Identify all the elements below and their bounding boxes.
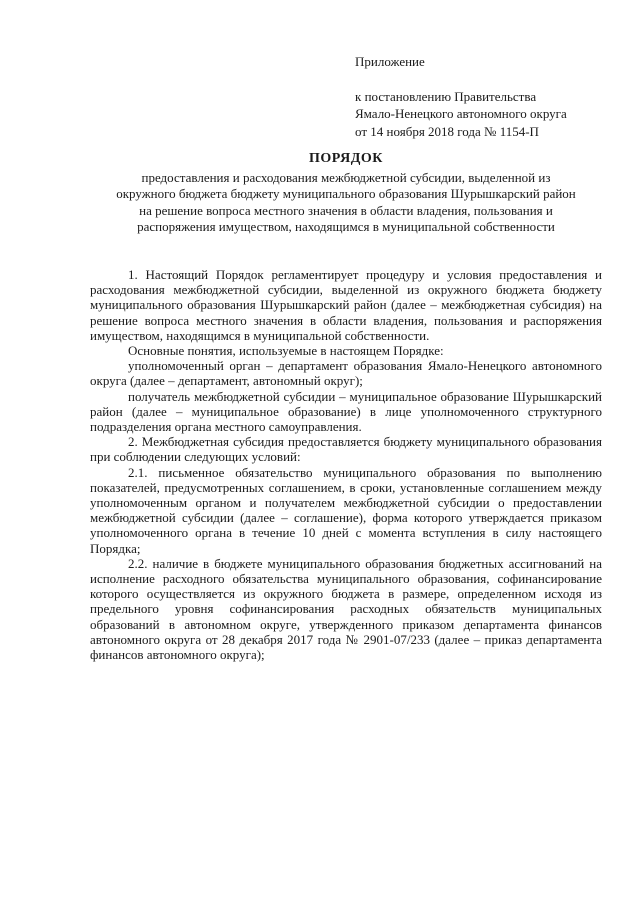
paragraph: Основные понятия, используемые в настоящем Порядке: [128, 343, 444, 359]
appendix-block [355, 53, 625, 140]
document-subtitle: предоставления и расходования межбюджетной субсидии, выделенной из окружного бюджета бюджету муниципального образования Шурышкарский район на решение вопроса местного значения в области владения, пользования и распоряжения имуществом, находящимся в муниципальной собственности [116, 170, 576, 235]
appendix-line: от 14 ноября 2018 года № 1154-П [355, 123, 539, 139]
appendix-line: к постановлению Правительства [355, 88, 537, 104]
appendix-line: Ямало-Ненецкого автономного округа [355, 106, 567, 121]
paragraph: уполномоченный орган – департамент образования Ямало-Ненецкого автономного округа (далее – департамент, автономный округ); [90, 358, 602, 389]
paragraph: 2. Межбюджетная субсидия предоставляется бюджету муниципального образования при соблюдении следующих условий: [90, 434, 602, 465]
document-heading [90, 150, 602, 236]
paragraph: получатель межбюджетной субсидии – муниципальное образование Шурышкарский район (далее – муниципальное образование) в лице уполномоченного структурного подразделения органа местного самоуправления. [90, 388, 602, 435]
paragraph: 2.2. наличие в бюджете муниципального образования бюджетных ассигнований на исполнение расходного обязательства муниципального образования, софинансирование которого осуществляется из окружного бюджета в размере, определенном исходя из предельного уровня софинансирования расходных обязательств муниципальных образований в автономном округе, утвержденного приказом департамента финансов автономного округа от 28 декабря 2017 года № 2901-07/233 (далее – приказ департамента финансов автономного округа); [90, 555, 602, 663]
paragraph: 2.1. письменное обязательство муниципального образования по выполнению показателей, предусмотренных соглашением, в сроки, установленные соглашением между уполномоченным органом и получателем межбюджетной субсидии о предоставлении межбюджетной субсидии (далее – соглашение), форма которого утверждается приказом уполномоченного органа в течение 10 дней с момента вступления в силу настоящего Порядка; [90, 464, 602, 556]
document-body [90, 267, 602, 662]
paragraph: 1. Настоящий Порядок регламентирует процедуру и условия предоставления и расходования межбюджетной субсидии, выделенной из окружного бюджета бюджету муниципального образования Шурышкарский район (далее – межбюджетная субсидия) на решение вопроса местного значения в области владения, пользования и распоряжения имуществом, находящимся в муниципальной собственности. [90, 267, 602, 343]
appendix-title: Приложение [355, 54, 425, 69]
document-title: ПОРЯДОК [309, 151, 383, 166]
